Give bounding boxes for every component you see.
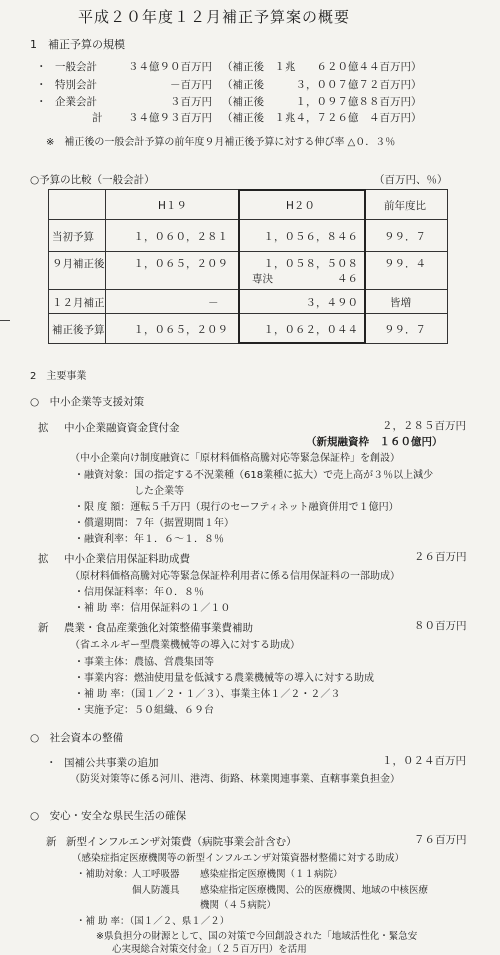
header-ratio: 前年度比 <box>384 200 426 212</box>
infra-heading: ○ 社会資本の整備 <box>30 732 124 744</box>
flu-target-value-cont: 機関（４５病院） <box>200 900 277 911</box>
guarantee-mark: 拡 <box>38 553 49 565</box>
row-h19: １，０６０，２８１ <box>133 231 228 243</box>
row-name: １２月補正 <box>52 297 105 309</box>
row-ratio: ９９．７ <box>384 324 426 336</box>
margin-mark <box>0 320 10 321</box>
safety-heading: ○ 安心・安全な県民生活の確保 <box>30 810 187 822</box>
flu-amount: ７６百万円 <box>414 834 467 846</box>
row-ratio: ９９．７ <box>384 231 426 243</box>
guarantee-item: ・補 助 率：信用保証料の１／１０ <box>74 603 231 614</box>
loan-title: 中小企業融資資金貸付金 <box>64 422 180 434</box>
loan-item: した企業等 <box>74 486 184 497</box>
growth-note: ※ 補正後の一般会計予算の前年度９月補正後予算に対する伸び率 △０．３％ <box>46 137 396 148</box>
infra-amount: １，０２４百万円 <box>382 755 466 767</box>
row-name: ９月補正後 <box>52 258 105 270</box>
section-2-heading: 2 主要事業 <box>30 371 87 382</box>
loan-item: ・限 度 額：運転５千万円（現行のセーフティネット融資併用で１億円） <box>74 502 399 513</box>
agri-amount: ８０百万円 <box>414 620 467 632</box>
loan-amount: ２，２８５百万円 <box>382 420 466 432</box>
infra-title: 国補公共事業の追加 <box>64 757 159 769</box>
flu-rate: ・補 助 率：（国１／２、県１／２） <box>76 916 230 927</box>
flu-target-value: 感染症指定医療機関、公的医療機関、地域の中核医療 <box>200 885 429 896</box>
row-h20: ３，４９０ <box>305 297 358 309</box>
row-ratio: 皆増 <box>390 297 411 309</box>
agri-item: ・補 助 率：（国１／２・１／３）、事業主体１／２・２／３ <box>74 689 341 700</box>
row-sub-label: 専決 <box>252 273 273 285</box>
flu-desc: （感染症指定医療機関等の新型インフルエンザ対策資器材整備に対する助成） <box>72 853 405 864</box>
loan-desc: （中小企業向け制度融資に「原材料価格高騰対応等緊急保証枠」を創設） <box>70 453 400 464</box>
agri-item: ・事業主体：農協、営農集団等 <box>74 657 214 668</box>
row-h19: １，０６５，２０９ <box>133 324 228 336</box>
flu-target-label: ・補助対象： <box>76 869 134 880</box>
flu-note: ※県負担分の財源として、国の対策で今回創設された「地域活性化・緊急安 <box>96 931 418 942</box>
loan-item: ・融資利率：年１．６～１．８％ <box>74 534 224 545</box>
flu-title: 新型インフルエンザ対策費（病院事業会計含む） <box>66 836 297 848</box>
flu-mark: 新 <box>46 836 57 848</box>
row-name: 補正後予算 <box>52 324 105 336</box>
loan-item: ・償還期間：７年（据置期間１年） <box>74 518 234 529</box>
loan-new-frame: （新規融資枠 １６０億円） <box>306 436 443 448</box>
agri-title: 農業・食品産業強化対策整備事業費補助 <box>64 622 253 634</box>
budget-compare-table <box>48 189 448 344</box>
header-h19: H１９ <box>158 200 187 212</box>
compare-label: ○予算の比較（一般会計） <box>30 174 155 186</box>
flu-target-value: 感染症指定医療機関（１１病院） <box>200 869 343 880</box>
loan-item: ・融資対象：国の指定する不況業種（618業種に拡大）で売上高が３％以上減少 <box>74 470 434 481</box>
flu-note-cont: 心実現総合対策交付金」（２５百万円）を活用 <box>112 944 307 955</box>
flu-target-item: 人工呼吸器 <box>132 869 180 880</box>
row-h19: １，０６５，２０９ <box>133 258 228 270</box>
row-h19: － <box>208 297 219 309</box>
guarantee-amount: ２６百万円 <box>414 551 467 563</box>
row-name: 当初予算 <box>52 231 94 243</box>
flu-target-item: 個人防護具 <box>132 885 180 896</box>
document-title: 平成２０年度１２月補正予算案の概要 <box>78 8 351 26</box>
loan-mark: 拡 <box>38 422 49 434</box>
agri-item: ・事業内容：燃油使用量を低減する農業機械等の導入に対する助成 <box>74 673 374 684</box>
sme-heading: ○ 中小企業等支援対策 <box>30 396 145 408</box>
guarantee-item: ・信用保証料率：年０．８％ <box>74 587 204 598</box>
row-h20: １，０５６，８４６ <box>263 231 358 243</box>
compare-unit: （百万円、％） <box>374 174 448 186</box>
guarantee-title: 中小企業信用保証料助成費 <box>64 553 190 565</box>
agri-mark: 新 <box>38 622 49 634</box>
infra-desc: （防災対策等に係る河川、港湾、街路、林業関連事業、直轄事業負担金） <box>70 774 400 785</box>
section-1-heading: 1 補正予算の規模 <box>30 38 125 51</box>
row-h20: １，０５８，５０８ <box>263 258 358 270</box>
agri-desc: （省エネルギー型農業機械等の導入に対する助成） <box>70 640 300 651</box>
agri-item: ・実施予定：５０組織、６９台 <box>74 705 214 716</box>
header-h20: H２０ <box>286 200 315 212</box>
row-h20: １，０６２，０４４ <box>263 324 358 336</box>
row-sub-value: ４６ <box>337 273 358 285</box>
row-ratio: ９９．４ <box>384 258 426 270</box>
infra-bullet: ・ <box>46 757 57 769</box>
guarantee-desc: （原材料価格高騰対応等緊急保証枠利用者に係る信用保証料の一部助成） <box>70 571 400 582</box>
